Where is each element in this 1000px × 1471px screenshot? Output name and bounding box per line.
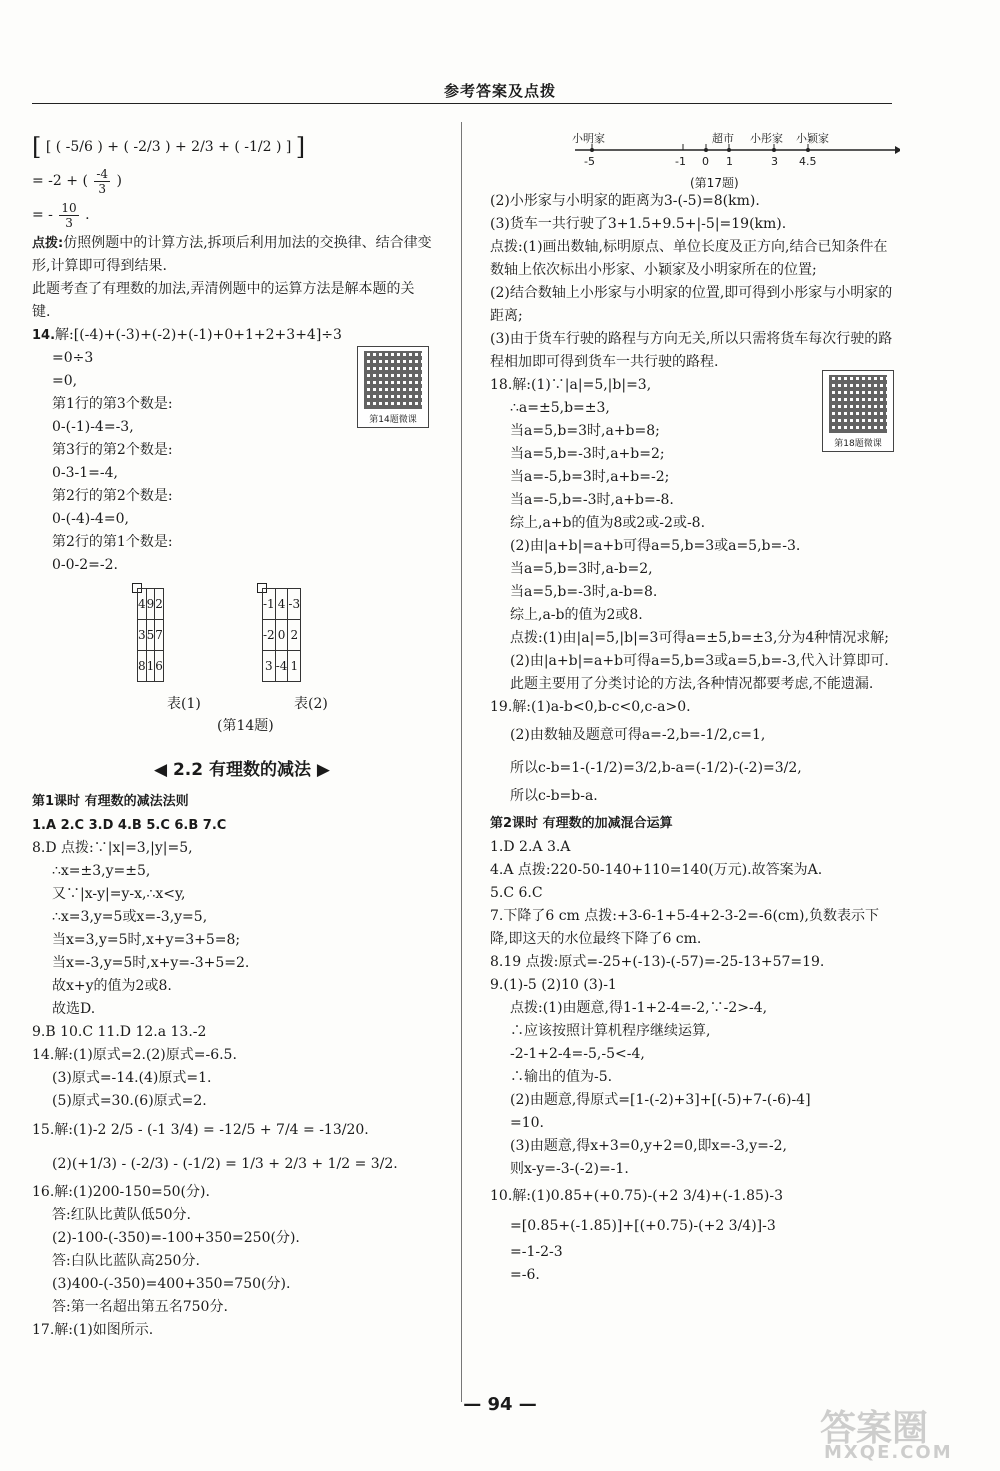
answer-line: 当a=5,b=3时,a+b=8; bbox=[510, 423, 660, 439]
answer-line: 点拨:(1)画出数轴,标明原点、单位长度及正方向,结合已知条件在数轴上依次标出小彤家、小颖家及小明家所在的位置; bbox=[490, 239, 888, 278]
tick-label: 3 bbox=[771, 155, 778, 168]
answer-line: 9.B 10.C 11.D 12.a 13.-2 bbox=[32, 1024, 207, 1040]
table-cell: 1 bbox=[146, 651, 155, 682]
page-number: — 94 — bbox=[463, 1394, 537, 1415]
table1-caption: 表(1) bbox=[167, 696, 201, 712]
qr-icon bbox=[829, 375, 887, 433]
label-xiaoying: 小颖家 bbox=[796, 132, 829, 145]
answer-line: =10. bbox=[510, 1115, 544, 1131]
answer-line: (3)原式=-14.(4)原式=1. bbox=[52, 1070, 212, 1086]
section-title: ◀ 2.2 有理数的减法 ▶ bbox=[153, 760, 331, 780]
bracket-expression: [ [ ( -5/6 ) + ( -2/3 ) + 2/3 + ( -1/2 ) ] ] bbox=[32, 133, 306, 161]
table-cell: 3 bbox=[138, 620, 147, 651]
answer-line: 10.解:(1)0.85+(+0.75)-(+2 3/4)+(-1.85)-3 bbox=[490, 1188, 784, 1204]
answer-line: 当a=5,b=-3时,a+b=2; bbox=[510, 446, 665, 462]
table-cell: -1 bbox=[263, 589, 276, 620]
table-cell: 9 bbox=[146, 589, 155, 620]
expr-line-2: = -2 + ( $\frac{-4}{3}$ ) bbox=[32, 166, 122, 196]
qr-code-q14[interactable]: 第14题微课 bbox=[357, 346, 429, 428]
answer-line: (2)由题意,得原式=[1-(-2)+3]+[(-5)+7-(-6)-4] bbox=[510, 1092, 811, 1108]
q18-block bbox=[490, 374, 895, 696]
table-1 bbox=[132, 583, 163, 673]
answer-line: 17.解:(1)如图所示. bbox=[32, 1322, 154, 1338]
q14-line: 第2行的第2个数是: bbox=[52, 488, 173, 504]
answer-line: 7.下降了6 cm 点拨:+3-6-1+5-4+2-3-2=-6(cm),负数表示下降,即这天的水位最终下降了6 cm. bbox=[490, 908, 879, 947]
table-cell: 0 bbox=[275, 620, 288, 651]
answer-line: 综上,a+b的值为8或2或-2或-8. bbox=[510, 515, 706, 531]
answer-line: (2)结合数轴上小彤家与小明家的位置,即可得到小彤家与小明家的距离; bbox=[490, 285, 893, 324]
answer-line: 当a=5,b=-3时,a-b=8. bbox=[510, 584, 658, 600]
answer-line: 当x=-3,y=5时,x+y=-3+5=2. bbox=[52, 955, 250, 971]
answer-line: 点拨:(1)由题意,得1-1+2-4=-2,∵-2>-4, bbox=[510, 1000, 768, 1016]
answer-line: (3)由于货车行驶的路程与方向无关,所以只需将货车每次行驶的路程相加即可得到货车一共行驶的路程. bbox=[490, 331, 893, 370]
answer-line: (2)小彤家与小明家的距离为3-(-5)=8(km). bbox=[490, 193, 760, 209]
q14-line: 第1行的第3个数是: bbox=[52, 396, 173, 412]
table-cell: 8 bbox=[138, 651, 147, 682]
answer-line: 14.解:(1)原式=2.(2)原式=-6.5. bbox=[32, 1047, 237, 1063]
table-cell: 3 bbox=[263, 651, 276, 682]
number-line-figure bbox=[570, 130, 900, 190]
answer-line: 19.解:(1)a-b<0,b-c<0,c-a>0. bbox=[490, 699, 691, 715]
table-cell: 4 bbox=[138, 589, 147, 620]
answer-line: 5.C 6.C bbox=[490, 885, 543, 901]
answer-line: 又∵|x-y|=y-x,∴x<y, bbox=[52, 886, 186, 902]
table-cell: -3 bbox=[288, 589, 301, 620]
answer-line: -2-1+2-4=-5,-5<-4, bbox=[510, 1046, 645, 1062]
answer-line: 所以c-b=1-(-1/2)=3/2,b-a=(-1/2)-(-2)=3/2, bbox=[510, 760, 802, 776]
answer-line: 当a=5,b=3时,a-b=2, bbox=[510, 561, 653, 577]
answer-line: 故选D. bbox=[52, 1001, 96, 1017]
answer-line: (2)由数轴及题意可得a=-2,b=-1/2,c=1, bbox=[510, 727, 766, 743]
header-rule bbox=[32, 103, 892, 104]
expr-line-3: = - $\frac{10}{3}$ . bbox=[32, 200, 90, 230]
table-cell: 2 bbox=[288, 620, 301, 651]
label-xiaotong: 小彤家 bbox=[750, 132, 783, 145]
q14-line: 0-0-2=-2. bbox=[52, 557, 119, 573]
table-captions bbox=[32, 693, 452, 741]
table-cell: 4 bbox=[275, 589, 288, 620]
answer-line: 答:第一名超出第五名750分. bbox=[52, 1299, 228, 1315]
column-divider bbox=[461, 122, 462, 1402]
qr-icon bbox=[364, 351, 422, 409]
table-cell: -4 bbox=[275, 651, 288, 682]
answer-line: 8.19 点拨:原式=-25+(-13)-(-57)=-25-13+57=19. bbox=[490, 954, 825, 970]
table-cell: -2 bbox=[263, 620, 276, 651]
tick-label: -1 bbox=[675, 155, 686, 168]
q14-line: 0-(-1)-4=-3, bbox=[52, 419, 134, 435]
table-cell: 1 bbox=[288, 651, 301, 682]
answer-line: ∴x=3,y=5或x=-3,y=5, bbox=[52, 909, 208, 925]
answer-line: 点拨:(1)由|a|=5,|b|=3可得a=±5,b=±3,分为4种情况求解;(2)由|a+b|=a+b可得a=5,b=3或a=5,b=-3,代入计算即可.此题主要用了分类讨论的方法,各种情况都要考虑,不能遗漏. bbox=[510, 630, 890, 692]
q14-line: 0-3-1=-4, bbox=[52, 465, 119, 481]
answer-line: =-6. bbox=[510, 1267, 540, 1283]
figure-caption: (第14题) bbox=[217, 718, 274, 734]
answer-line: 当x=3,y=5时,x+y=3+5=8; bbox=[52, 932, 241, 948]
table-cell: 5 bbox=[146, 620, 155, 651]
right-column bbox=[490, 130, 895, 1287]
answer-line: 4.A 点拨:220-50-140+110=140(万元).故答案为A. bbox=[490, 862, 823, 878]
tick-label: 4.5 bbox=[799, 155, 817, 168]
lesson-title: 第2课时 有理数的加减混合运算 bbox=[490, 816, 673, 831]
page-header: 参考答案及点拨 bbox=[443, 82, 556, 100]
watermark-logo: 答案圈 MXQE.COM bbox=[820, 1408, 953, 1463]
q14-line: =0÷3 bbox=[52, 350, 94, 366]
answer-line: 9.(1)-5 (2)10 (3)-1 bbox=[490, 977, 617, 993]
answer-line: 综上,a-b的值为2或8. bbox=[510, 607, 643, 623]
table2-caption: 表(2) bbox=[294, 696, 328, 712]
lesson-title: 第1课时 有理数的减法法则 bbox=[32, 794, 189, 809]
table-cell: 6 bbox=[155, 651, 164, 682]
answer-line: 所以c-b=b-a. bbox=[510, 788, 598, 804]
tick-label: -5 bbox=[584, 155, 595, 168]
answer-line: 8.D 点拨:∵|x|=3,|y|=5, bbox=[32, 840, 193, 856]
answer-line: (5)原式=30.(6)原式=2. bbox=[52, 1093, 207, 1109]
tip-paragraph: 点拨:仿照例题中的计算方法,拆项后利用加法的交换律、结合律变形,计算即可得到结果. bbox=[32, 235, 432, 274]
table-cell: 7 bbox=[155, 620, 164, 651]
answer-line: (2)(+1/3) - (-2/3) - (-1/2) = 1/3 + 2/3 + 1/2 = 3/2. bbox=[52, 1156, 398, 1172]
answer-line: ∴x=±3,y=±5, bbox=[52, 863, 151, 879]
q14-line: 0-(-4)-4=0, bbox=[52, 511, 129, 527]
qr-code-q18[interactable]: 第18题微课 bbox=[822, 370, 894, 452]
answer-line: 答:白队比蓝队高250分. bbox=[52, 1253, 200, 1269]
table-2 bbox=[257, 583, 301, 673]
answer-line: (2)由|a+b|=a+b可得a=5,b=3或a=5,b=-3. bbox=[510, 538, 801, 554]
answer-line: 1.D 2.A 3.A bbox=[490, 839, 571, 855]
answer-line: ∴a=±5,b=±3, bbox=[510, 400, 610, 416]
figure-caption: (第17题) bbox=[690, 176, 739, 190]
answer-line: 则x-y=-3-(-2)=-1. bbox=[510, 1161, 629, 1177]
q14-line: 第3行的第2个数是: bbox=[52, 442, 173, 458]
q14-tables bbox=[32, 583, 452, 693]
tip-paragraph-2: 此题考查了有理数的加法,弄清例题中的运算方法是解本题的关键. bbox=[32, 281, 415, 320]
answer-line: 答:红队比黄队低50分. bbox=[52, 1207, 191, 1223]
tick-label: 1 bbox=[726, 155, 733, 168]
q14-line: 14.解:[(-4)+(-3)+(-2)+(-1)+0+1+2+3+4]÷3 bbox=[32, 327, 342, 343]
answer-line: (3)货车一共行驶了3+1.5+9.5+|-5|=19(km). bbox=[490, 216, 787, 232]
answer-line: (3)400-(-350)=400+350=750(分). bbox=[52, 1276, 291, 1292]
answer-line: 16.解:(1)200-150=50(分). bbox=[32, 1184, 210, 1200]
answer-line: 当a=-5,b=-3时,a+b=-8. bbox=[510, 492, 674, 508]
q14-line: =0, bbox=[52, 373, 78, 389]
label-chaoshi: 超市 bbox=[712, 132, 734, 145]
expr-l1: [ ( -5/6 ) + ( -2/3 ) + 2/3 + ( -1/2 ) ] bbox=[45, 139, 292, 155]
answer-line: =[0.85+(-1.85)]+[(+0.75)-(+2 3/4)]-3 bbox=[510, 1218, 776, 1234]
answer-line: ∴应该按照计算机程序继续运算, bbox=[510, 1023, 711, 1039]
answer-line: =-1-2-3 bbox=[510, 1244, 563, 1260]
q14-block bbox=[32, 324, 452, 577]
answer-line: 1.A 2.C 3.D 4.B 5.C 6.B 7.C bbox=[32, 818, 227, 833]
answer-line: 15.解:(1)-2 2/5 - (-1 3/4) = -12/5 + 7/4 = -13/20. bbox=[32, 1122, 369, 1138]
left-column bbox=[32, 130, 452, 1342]
tick-label: 0 bbox=[702, 155, 709, 168]
answer-line: 18.解:(1)∵|a|=5,|b|=3, bbox=[490, 377, 652, 393]
label-xiaoming: 小明家 bbox=[572, 132, 605, 145]
answer-line: ∴输出的值为-5. bbox=[510, 1069, 613, 1085]
table-cell: 2 bbox=[155, 589, 164, 620]
answer-line: 故x+y的值为2或8. bbox=[52, 978, 172, 994]
q14-line: 第2行的第1个数是: bbox=[52, 534, 173, 550]
answer-line: (2)-100-(-350)=-100+350=250(分). bbox=[52, 1230, 300, 1246]
answer-line: (3)由题意,得x+3=0,y+2=0,即x=-3,y=-2, bbox=[510, 1138, 787, 1154]
answer-line: 当a=-5,b=3时,a+b=-2; bbox=[510, 469, 670, 485]
